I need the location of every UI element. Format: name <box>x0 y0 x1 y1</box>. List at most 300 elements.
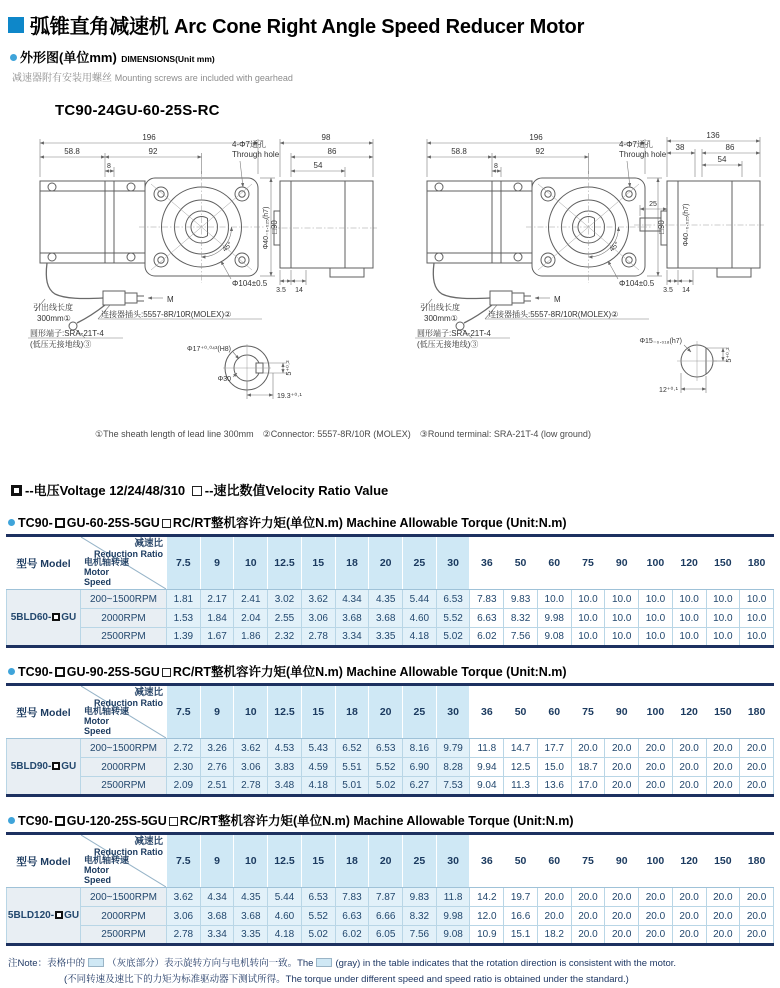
hole-label-en: Through hole <box>619 150 667 159</box>
dim-side-total-label: 136 <box>706 131 720 140</box>
connector-label: 连接器插头:5557-8R/10R(MOLEX)② <box>488 310 619 319</box>
ratio-col-7.5: 7.5 <box>167 834 201 888</box>
torque-value: 4.18 <box>403 628 437 647</box>
detail-flat-width-label: 12⁺⁰·¹ <box>659 387 678 394</box>
ratio-col-180: 180 <box>740 536 774 590</box>
dim-side-a-label: 38 <box>675 143 685 152</box>
model-cell <box>7 888 81 945</box>
ratio-col-30: 30 <box>436 685 470 739</box>
torque-value: 20.0 <box>740 739 774 758</box>
torque-value: 6.53 <box>301 888 335 907</box>
torque-value: 20.0 <box>639 926 673 945</box>
dim-side-c-label: 3.5 <box>276 287 286 294</box>
torque-value: 20.0 <box>571 739 605 758</box>
torque-value: 7.83 <box>335 888 369 907</box>
torque-value: 4.59 <box>301 758 335 777</box>
table-title-60 <box>8 513 780 531</box>
model-text: GU <box>64 910 80 921</box>
ratio-col-75: 75 <box>571 685 605 739</box>
footer-note-line2: (不同转速及速比下的力矩为标准驱动器下测试所得。The torque under different speed and speed ratio is obtained under the standard.) <box>64 974 629 985</box>
ratio-col-15: 15 <box>301 685 335 739</box>
torque-value: 12.0 <box>470 907 504 926</box>
torque-value: 20.0 <box>571 926 605 945</box>
torque-value: 20.0 <box>639 739 673 758</box>
torque-value: 2.32 <box>268 628 302 647</box>
torque-value: 10.0 <box>639 628 673 647</box>
torque-value: 1.67 <box>200 628 234 647</box>
dim-total-label: 196 <box>529 133 543 142</box>
torque-value: 5.02 <box>369 777 403 796</box>
torque-value: 6.63 <box>470 609 504 628</box>
dimension-diagram-left <box>25 121 410 421</box>
torque-value: 1.81 <box>167 590 201 609</box>
torque-value: 20.0 <box>571 907 605 926</box>
ratio-col-25: 25 <box>403 685 437 739</box>
torque-value: 5.43 <box>301 739 335 758</box>
torque-value: 3.68 <box>335 609 369 628</box>
torque-value: 6.05 <box>369 926 403 945</box>
torque-value: 3.34 <box>335 628 369 647</box>
dimensions-subtext <box>0 67 780 84</box>
torque-value: 7.53 <box>436 777 470 796</box>
torque-table-ratio-90 <box>6 683 774 797</box>
torque-value: 20.0 <box>672 926 706 945</box>
ratio-col-36: 36 <box>470 834 504 888</box>
ratio-col-150: 150 <box>706 834 740 888</box>
ratio-col-30: 30 <box>436 536 470 590</box>
torque-value: 2.51 <box>200 777 234 796</box>
gray-swatch-icon <box>316 958 332 967</box>
torque-value: 20.0 <box>672 888 706 907</box>
legend-ratio-text: --速比数值Velocity Ratio Value <box>204 483 389 498</box>
torque-value: 10.0 <box>706 609 740 628</box>
torque-value: 5.44 <box>268 888 302 907</box>
torque-value: 9.79 <box>436 739 470 758</box>
title-text: RC/RT整机容许力矩(单位N.m) Machine Allowable Torque (Unit:N.m) <box>172 516 567 530</box>
torque-value: 1.53 <box>167 609 201 628</box>
flange-dia-label: Φ104±0.5 <box>619 279 655 288</box>
torque-value: 1.39 <box>167 628 201 647</box>
torque-value: 9.08 <box>436 926 470 945</box>
ratio-col-18: 18 <box>335 685 369 739</box>
torque-value: 20.0 <box>639 758 673 777</box>
torque-value: 3.34 <box>200 926 234 945</box>
detail-width-label: 19.3⁺⁰·¹ <box>277 393 302 400</box>
ratio-col-60: 60 <box>537 834 571 888</box>
table-title-90 <box>8 662 780 680</box>
speed-cell: 200~1500RPM <box>81 739 167 758</box>
torque-value: 4.35 <box>234 888 268 907</box>
torque-value: 9.98 <box>537 609 571 628</box>
ratio-col-10: 10 <box>234 536 268 590</box>
detail-outer-label: Φ30 <box>217 376 231 383</box>
terminal-label-1: 圆形端子:SRA-21T-4 <box>30 329 104 338</box>
torque-value: 6.63 <box>335 907 369 926</box>
torque-value: 11.3 <box>504 777 538 796</box>
torque-value: 20.0 <box>605 888 639 907</box>
torque-value: 9.83 <box>403 888 437 907</box>
torque-value: 4.34 <box>335 590 369 609</box>
model-text: 5BLD120- <box>7 910 55 921</box>
ratio-col-20: 20 <box>369 685 403 739</box>
ratio-col-25: 25 <box>403 834 437 888</box>
torque-value: 14.2 <box>470 888 504 907</box>
table-row <box>7 907 774 926</box>
torque-value: 2.41 <box>234 590 268 609</box>
ratio-col-12.5: 12.5 <box>268 685 302 739</box>
torque-value: 4.18 <box>301 777 335 796</box>
ratio-label-en: Reduction Ratio <box>94 698 163 708</box>
torque-value: 4.35 <box>369 590 403 609</box>
torque-value: 17.7 <box>537 739 571 758</box>
col-header-model: 型号 Model <box>7 834 81 888</box>
ratio-col-120: 120 <box>672 685 706 739</box>
col-header-ratio-speed <box>81 536 167 590</box>
ratio-col-20: 20 <box>369 536 403 590</box>
torque-value: 10.0 <box>571 628 605 647</box>
torque-value: 17.0 <box>571 777 605 796</box>
ratio-col-60: 60 <box>537 685 571 739</box>
table-row <box>7 628 774 647</box>
table-row <box>7 777 774 796</box>
torque-value: 9.08 <box>537 628 571 647</box>
title-text: GU-60-25S-5GU <box>66 516 160 530</box>
detail-shaft-label: Φ15₋₀.₀₁₈(h7) <box>639 338 682 345</box>
title-text: TC90- <box>18 814 53 828</box>
dim-c-label: 8 <box>107 163 111 170</box>
torque-value: 3.35 <box>234 926 268 945</box>
ratio-col-50: 50 <box>504 685 538 739</box>
speed-header-label <box>84 706 130 736</box>
torque-value: 6.53 <box>436 590 470 609</box>
torque-value: 4.18 <box>268 926 302 945</box>
torque-value: 1.86 <box>234 628 268 647</box>
torque-value: 20.0 <box>706 926 740 945</box>
torque-value: 6.02 <box>335 926 369 945</box>
detail-flat-depth-label: 5⁺⁰·² <box>726 347 733 363</box>
torque-value: 2.09 <box>167 777 201 796</box>
torque-value: 10.0 <box>672 628 706 647</box>
bullet-icon <box>10 54 17 61</box>
torque-value: 20.0 <box>605 907 639 926</box>
torque-value: 13.6 <box>537 777 571 796</box>
lead-length-value: 300mm① <box>424 314 458 323</box>
torque-value: 8.32 <box>504 609 538 628</box>
dimensions-heading <box>0 39 780 67</box>
voltage-box-icon <box>55 667 65 677</box>
ratio-col-50: 50 <box>504 536 538 590</box>
torque-value: 2.78 <box>167 926 201 945</box>
subtext-en: Mounting screws are included with gearhead <box>114 73 293 83</box>
torque-value: 15.0 <box>537 758 571 777</box>
model-cell <box>7 739 81 796</box>
ratio-col-10: 10 <box>234 685 268 739</box>
torque-value: 20.0 <box>672 739 706 758</box>
ratio-col-7.5: 7.5 <box>167 685 201 739</box>
voltage-box-icon <box>11 485 22 496</box>
bullet-icon <box>8 817 15 824</box>
torque-value: 5.52 <box>369 758 403 777</box>
torque-value: 9.94 <box>470 758 504 777</box>
torque-value: 19.7 <box>504 888 538 907</box>
torque-value: 11.8 <box>470 739 504 758</box>
torque-value: 8.28 <box>436 758 470 777</box>
ratio-col-36: 36 <box>470 536 504 590</box>
ratio-box-icon <box>192 486 202 496</box>
torque-value: 6.90 <box>403 758 437 777</box>
ratio-box-icon <box>169 817 178 826</box>
torque-value: 16.6 <box>504 907 538 926</box>
ratio-col-75: 75 <box>571 834 605 888</box>
ratio-col-100: 100 <box>639 834 673 888</box>
ratio-col-120: 120 <box>672 834 706 888</box>
terminal-label-2: (低压无接地线)③ <box>30 340 92 349</box>
ratio-col-50: 50 <box>504 834 538 888</box>
hole-label-zh: 4-Φ7通孔 <box>232 140 266 149</box>
dim-total-label: 196 <box>142 133 156 142</box>
torque-value: 10.0 <box>672 590 706 609</box>
torque-value: 3.68 <box>369 609 403 628</box>
dim-a-label: 58.8 <box>64 147 80 156</box>
ratio-col-15: 15 <box>301 834 335 888</box>
model-code: TC90-24GU-60-25S-RC <box>55 102 220 119</box>
table-row <box>7 590 774 609</box>
m-direction-label: M <box>554 295 561 304</box>
footer-note <box>8 956 780 988</box>
ratio-col-36: 36 <box>470 685 504 739</box>
voltage-box-icon <box>52 762 60 770</box>
col-header-model: 型号 Model <box>7 685 81 739</box>
ratio-box-icon <box>162 519 171 528</box>
ratio-label-zh: 减速比 <box>134 687 163 698</box>
torque-value: 10.0 <box>639 590 673 609</box>
torque-value: 3.62 <box>234 739 268 758</box>
legend <box>8 480 780 499</box>
ratio-col-100: 100 <box>639 685 673 739</box>
torque-value: 4.34 <box>200 888 234 907</box>
ratio-box-icon <box>162 668 171 677</box>
ratio-col-90: 90 <box>605 834 639 888</box>
speed-cell: 200~1500RPM <box>81 590 167 609</box>
title-text: TC90- <box>18 665 53 679</box>
torque-value: 3.62 <box>167 888 201 907</box>
torque-value: 3.62 <box>301 590 335 609</box>
torque-value: 5.02 <box>301 926 335 945</box>
torque-value: 3.68 <box>234 907 268 926</box>
ratio-col-90: 90 <box>605 536 639 590</box>
torque-value: 4.60 <box>403 609 437 628</box>
torque-value: 10.0 <box>605 628 639 647</box>
speed-label-en: Motor Speed <box>84 865 112 885</box>
speed-cell: 200~1500RPM <box>81 888 167 907</box>
angle-label: 45° <box>221 240 234 254</box>
torque-value: 3.06 <box>234 758 268 777</box>
dim-side-b-label: 54 <box>313 161 323 170</box>
hole-label-en: Through hole <box>232 150 280 159</box>
speed-header-label <box>84 557 130 587</box>
torque-value: 5.01 <box>335 777 369 796</box>
ratio-col-180: 180 <box>740 685 774 739</box>
ratio-col-90: 90 <box>605 685 639 739</box>
ratio-col-12.5: 12.5 <box>268 536 302 590</box>
ratio-col-9: 9 <box>200 685 234 739</box>
table-row <box>7 609 774 628</box>
torque-value: 10.9 <box>470 926 504 945</box>
torque-value: 3.26 <box>200 739 234 758</box>
speed-label-en: Motor Speed <box>84 567 112 587</box>
torque-value: 10.0 <box>605 590 639 609</box>
voltage-box-icon <box>52 613 60 621</box>
speed-label-en: Motor Speed <box>84 716 112 736</box>
ratio-col-60: 60 <box>537 536 571 590</box>
dim-a-label: 58.8 <box>451 147 467 156</box>
terminal-label-2: (低压无接地线)③ <box>417 340 479 349</box>
speed-label-zh: 电机轴转速 <box>84 557 130 567</box>
torque-value: 14.7 <box>504 739 538 758</box>
speed-cell: 2500RPM <box>81 926 167 945</box>
torque-value: 20.0 <box>740 758 774 777</box>
speed-cell: 2000RPM <box>81 758 167 777</box>
header-square-icon <box>8 17 24 33</box>
dim-b-label: 92 <box>148 147 158 156</box>
square-90-label: □90 <box>657 220 666 234</box>
dim-side-d-label: 14 <box>295 287 303 294</box>
dim-side-total-label: 98 <box>321 133 331 142</box>
torque-value: 6.02 <box>470 628 504 647</box>
dimensions-heading-zh: 外形图(单位mm) <box>20 50 117 65</box>
title-text: GU-120-25S-5GU <box>66 814 167 828</box>
dim-side-f-label: 3.5 <box>663 287 673 294</box>
speed-header-label <box>84 855 130 885</box>
connector-label: 连接器插头:5557-8R/10R(MOLEX)② <box>101 310 232 319</box>
ratio-header-label <box>94 539 163 559</box>
torque-value: 6.66 <box>369 907 403 926</box>
legend-voltage-text: --电压Voltage 12/24/48/310 <box>25 483 186 498</box>
page-title-zh: 弧锥直角减速机 <box>30 16 169 38</box>
torque-value: 10.0 <box>571 609 605 628</box>
torque-value: 20.0 <box>706 739 740 758</box>
speed-label-zh: 电机轴转速 <box>84 706 130 716</box>
torque-value: 8.32 <box>403 907 437 926</box>
torque-value: 20.0 <box>605 758 639 777</box>
torque-value: 10.0 <box>639 609 673 628</box>
ratio-col-120: 120 <box>672 536 706 590</box>
title-text: TC90- <box>18 516 53 530</box>
model-cell <box>7 590 81 647</box>
torque-value: 3.06 <box>301 609 335 628</box>
torque-value: 3.48 <box>268 777 302 796</box>
torque-value: 10.0 <box>740 590 774 609</box>
torque-value: 12.5 <box>504 758 538 777</box>
torque-value: 8.16 <box>403 739 437 758</box>
torque-value: 3.02 <box>268 590 302 609</box>
torque-value: 10.0 <box>605 609 639 628</box>
terminal-label-1: 圆形端子:SRA-21T-4 <box>417 329 491 338</box>
page-title-en: Arc Cone Right Angle Speed Reducer Motor <box>173 16 585 38</box>
torque-value: 2.04 <box>234 609 268 628</box>
voltage-box-icon <box>55 816 65 826</box>
torque-value: 3.83 <box>268 758 302 777</box>
torque-value: 2.17 <box>200 590 234 609</box>
torque-value: 9.83 <box>504 590 538 609</box>
torque-value: 20.0 <box>706 777 740 796</box>
title-text: RC/RT整机容许力矩(单位N.m) Machine Allowable Torque (Unit:N.m) <box>172 665 567 679</box>
torque-value: 3.06 <box>167 907 201 926</box>
model-text: 5BLD60- <box>10 612 52 623</box>
torque-value: 20.0 <box>672 907 706 926</box>
page-title <box>30 10 584 39</box>
subtext-zh: 减速器附有安装用螺丝 <box>12 73 112 84</box>
torque-value: 2.76 <box>200 758 234 777</box>
lead-length-label-zh: 引出线长度 <box>420 303 460 312</box>
col-header-ratio-speed <box>81 685 167 739</box>
torque-value: 20.0 <box>740 888 774 907</box>
torque-value: 7.56 <box>504 628 538 647</box>
torque-value: 4.60 <box>268 907 302 926</box>
ratio-col-18: 18 <box>335 536 369 590</box>
hole-label-zh: 4-Φ7通孔 <box>619 140 653 149</box>
torque-value: 20.0 <box>537 888 571 907</box>
ratio-label-en: Reduction Ratio <box>94 847 163 857</box>
title-text: RC/RT整机容许力矩(单位N.m) Machine Allowable Torque (Unit:N.m) <box>179 814 574 828</box>
ratio-col-25: 25 <box>403 536 437 590</box>
torque-value: 20.0 <box>571 888 605 907</box>
torque-value: 10.0 <box>740 609 774 628</box>
torque-value: 7.87 <box>369 888 403 907</box>
torque-value: 18.7 <box>571 758 605 777</box>
torque-value: 20.0 <box>605 926 639 945</box>
torque-value: 20.0 <box>639 907 673 926</box>
torque-value: 10.0 <box>706 590 740 609</box>
torque-value: 20.0 <box>740 926 774 945</box>
table-row <box>7 739 774 758</box>
diagram-note: ①The sheath length of lead line 300mm ②Connector: 5557-8R/10R (MOLEX) ③Round terminal: SRA-21T-4 (low ground) <box>95 429 591 439</box>
model-text: 5BLD90- <box>10 761 52 772</box>
ratio-col-9: 9 <box>200 834 234 888</box>
ratio-col-30: 30 <box>436 834 470 888</box>
square-90-label: □90 <box>270 220 279 234</box>
torque-value: 9.04 <box>470 777 504 796</box>
torque-value: 20.0 <box>605 739 639 758</box>
dim-b-label: 92 <box>535 147 545 156</box>
torque-value: 10.0 <box>706 628 740 647</box>
torque-value: 10.0 <box>740 628 774 647</box>
ratio-col-180: 180 <box>740 834 774 888</box>
torque-table-ratio-60 <box>6 534 774 648</box>
ratio-col-7.5: 7.5 <box>167 536 201 590</box>
torque-value: 5.51 <box>335 758 369 777</box>
torque-value: 6.52 <box>335 739 369 758</box>
torque-value: 20.0 <box>537 907 571 926</box>
torque-value: 2.78 <box>234 777 268 796</box>
torque-value: 9.98 <box>436 907 470 926</box>
ratio-col-20: 20 <box>369 834 403 888</box>
torque-value: 3.68 <box>200 907 234 926</box>
bore-dia-label: Φ40₋₀.₀₂₅(h7) <box>683 203 690 247</box>
torque-value: 11.8 <box>436 888 470 907</box>
bullet-icon <box>8 668 15 675</box>
torque-value: 5.02 <box>436 628 470 647</box>
page-header <box>0 0 780 39</box>
torque-value: 20.0 <box>740 777 774 796</box>
ratio-header-label <box>94 688 163 708</box>
ratio-col-75: 75 <box>571 536 605 590</box>
torque-value: 20.0 <box>706 907 740 926</box>
torque-value: 7.56 <box>403 926 437 945</box>
ratio-col-15: 15 <box>301 536 335 590</box>
torque-value: 15.1 <box>504 926 538 945</box>
voltage-box-icon <box>55 911 63 919</box>
